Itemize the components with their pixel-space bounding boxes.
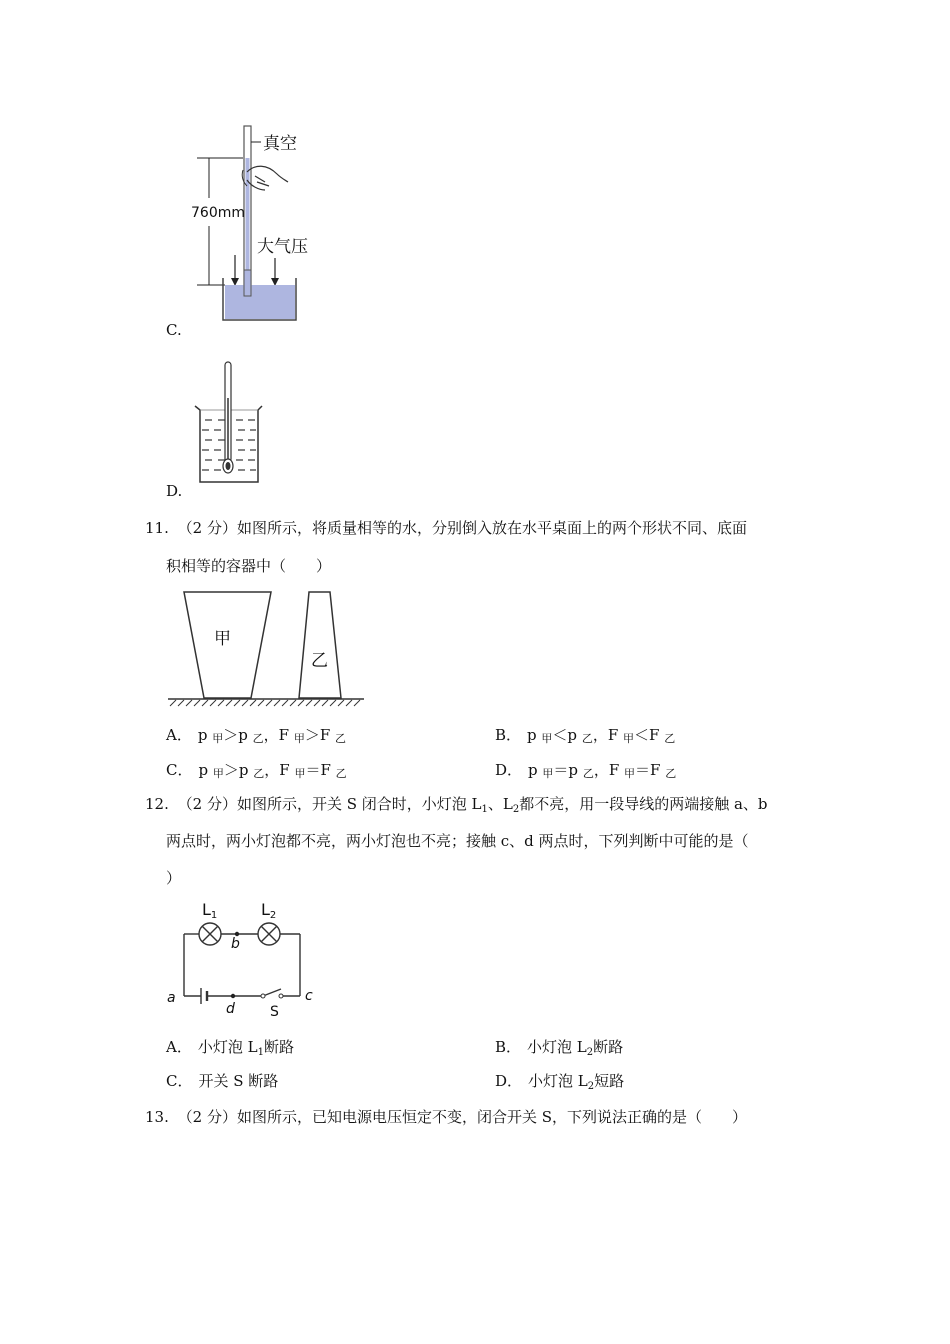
q13-number: 13. xyxy=(145,1108,169,1126)
l1-label: L1 xyxy=(202,900,218,921)
q12-line1: 12. （2 分）如图所示，开关 S 闭合时，小灯泡 $L_1$、$L_2$都不亮，用一段导线的两端接触 a、b xyxy=(145,795,768,815)
q13-line1 xyxy=(145,1107,747,1127)
q11-option-c[interactable]: C． p 甲＞p 乙，F 甲＝F 乙 xyxy=(166,761,347,780)
q11-option-b[interactable]: B． p 甲＜p 乙，F 甲＜F 乙 xyxy=(495,726,676,745)
q11-line1 xyxy=(145,518,747,538)
fig-c-label: C. xyxy=(166,321,182,339)
q11-number: 11. xyxy=(145,519,169,537)
q11-line2: 积相等的容器中（ ） xyxy=(166,557,332,575)
height-label: 760mm xyxy=(191,205,245,221)
point-a-label: a xyxy=(167,990,176,1006)
torricelli-figure xyxy=(185,120,320,325)
q12-option-b[interactable]: B． 小灯泡 $L_2$断路 xyxy=(495,1038,624,1058)
container-jia-label: 甲 xyxy=(214,629,231,649)
l2-label: L2 xyxy=(261,900,277,921)
circuit-figure xyxy=(163,898,323,1020)
q12-option-c[interactable]: C． 开关 S 断路 xyxy=(166,1072,279,1090)
q12-option-d[interactable]: D． 小灯泡 $L_2$短路 xyxy=(495,1072,625,1092)
fig-d-label: D. xyxy=(166,482,183,500)
atm-label: 大气压 xyxy=(257,237,308,257)
q12-score: （2 分） xyxy=(177,795,237,813)
q13-text: 如图所示，已知电源电压恒定不变，闭合开关 S，下列说法正确的是（ ） xyxy=(236,1108,748,1126)
point-c-label: c xyxy=(305,988,313,1004)
containers-figure xyxy=(166,588,366,710)
q12-number: 12. xyxy=(145,795,169,813)
switch-label: S xyxy=(270,1004,279,1020)
q11-option-a[interactable]: A． p 甲＞p 乙，F 甲＞F 乙 xyxy=(166,726,347,745)
point-d-label: d xyxy=(226,1001,235,1017)
vacuum-label: 真空 xyxy=(263,134,297,154)
q11-option-d[interactable]: D． p 甲＝p 乙，F 甲＝F 乙 xyxy=(495,761,677,780)
q12-line2: 两点时，两小灯泡都不亮，两小灯泡也不亮；接触 c、d 两点时，下列判断中可能的是（ xyxy=(166,832,749,850)
container-yi-label: 乙 xyxy=(311,651,328,671)
q11-score: （2 分） xyxy=(177,519,237,537)
q12-option-a[interactable]: A． 小灯泡 $L_1$断路 xyxy=(166,1038,294,1058)
q12-line3: ） xyxy=(166,869,182,887)
thermometer-beaker-figure xyxy=(192,358,267,486)
point-b-label: b xyxy=(231,936,240,952)
q13-score: （2 分） xyxy=(177,1108,237,1126)
q11-text1: 如图所示，将质量相等的水，分别倒入放在水平桌面上的两个形状不同、底面 xyxy=(236,519,747,537)
